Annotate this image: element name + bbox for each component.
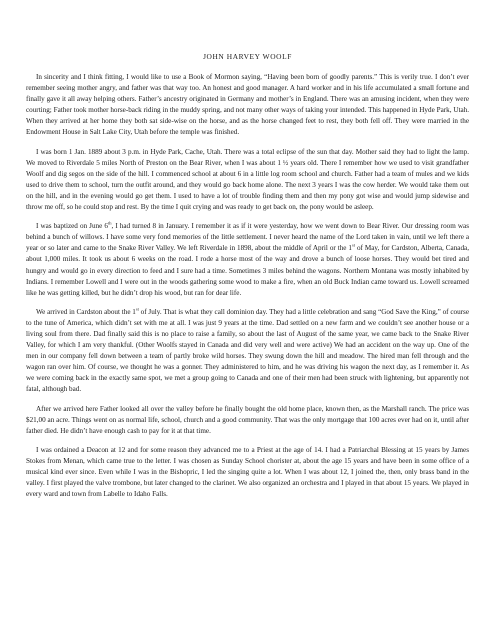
paragraph-text: In sincerity and I think fitting, I would like to use a Book of Mormon saying, “Having been born of goodly parents.” This is verily true. I don’t ever remember seeing mother angry, and father was that way too. An honest and good manager. A hard worker and in his life accumulated a small fortune and finally gave it all away helping others. Father’s ancestry originated in Germany and mother’s in England. There was an amusing incident, when they were courting; Father took mother horse-back riding in the muddy spring, and not many other ways of taking your intended. This happened in Hyde Park, Utah. When they arrived at her home they both sat side-wise on the horse, and as the horse changed feet to rest, they both fell off. They were married in the Endowment House in Salt Lake City, Utah before the temple was finished. (26, 73, 469, 137)
document-body (26, 72, 469, 500)
paragraph-text: After we arrived here Father looked all over the valley before he finally bought the old home place, known then, as the Marshall ranch. The price was $21,00 an acre. Things went on as normal life, school, church and a good community. That was the only mortgage that 100 acres ever had on it, until after father died. He didn’t have enough cash to pay for it at that time. (26, 404, 469, 435)
paragraph (26, 445, 469, 500)
paragraph (26, 72, 469, 139)
paragraph (26, 147, 469, 214)
paragraph-text: We arrived in Cardston about the 1 (36, 307, 136, 316)
paragraph-text: I was ordained a Deacon at 12 and for some reason they advanced me to a Priest at the age of 14. I had a Patriarchal Blessing at 15 years by James Stokes from Menan, which came true to the letter. I was chosen as Sunday School chorister at, about the age 15 years and have been in some office of a musical kind ever since. Even while I was in the Bishopric, I led the singing quite a lot. When I was about 12, I joined the, then, only brass band in the valley. I first played the valve trombone, but later changed to the clarinet. We also organized an orchestra and I played in that about 15 years. We played in every ward and town from Labelle to Idaho Falls. (26, 445, 469, 499)
paragraph-text: of May, for Cardston, Alberta, Canada, about 1,000 miles. It took us about 6 weeks on the road. I rode a horse most of the way and drove a bunch of loose horses. They would bet tired and hungry and would go in every direction to feed and I sure had a time. Sometimes 3 miles behind the wagons. Northern Montana was mostly inhabited by Indians. I remember Lowell and I were out in the woods gathering some wood to make a fire, when an old Buck Indian came toward us. Lowell screamed like he was getting killed, but he didn’t drop his wood, but ran for dear life. (26, 244, 469, 297)
document-title: JOHN HARVEY WOOLF (203, 52, 292, 61)
paragraph (26, 221, 469, 299)
paragraph (26, 307, 469, 396)
paragraph-text: , I had turned 8 in January. I remember it as if it were yesterday, how we went down to Bear River. Our dressing room was behind a bunch of willows. I have some very fond memories of the little settlement. I never heard the name of the Lord taken in vain, until we left there a year or so later and came to the Snake River Valley. We left Riverdale in 1898, about the middle of April or the 1 (26, 222, 469, 253)
paragraph-text: I was baptized on June 6 (36, 222, 108, 231)
ordinal-suffix: th (107, 220, 112, 226)
paragraph (26, 404, 469, 437)
ordinal-suffix: st (352, 242, 356, 248)
ordinal-suffix: st (135, 306, 139, 312)
paragraph-text: I was born 1 Jan. 1889 about 3 p.m. in Hyde Park, Cache, Utah. There was a total eclipse of the sun that day. Mother said they had to light the lamp. We moved to Riverdale 5 miles North of Preston on the Bear River, when I was about 1 ½ years old. There I remember how we used to visit grandfather Woolf and dig segos on the side of the hill. I commenced school at about 6 in a little log room school and church. Father had a team of mules and we kids used to drive them to school, turn the outfit around, and they would go back home alone. The next 3 years I was the cow herder. We would take them out on the hill, and in the evening would go get them. I used to have a lot of trouble finding them and then my pony got wise and would jump sidewise and throw me off, so he could stop and rest. By the time I quit crying and was ready to get back on, the pony would be asleep. (26, 147, 469, 212)
paragraph-text: of July. That is what they call dominion day. They had a little celebration and sang “God Save the King,” of course to the tune of America, which didn’t set with me at all. I was just 9 years at the time. Dad settled on a new farm and we couldn’t see another house or a living soul from there. Dad finally said this is no place to raise a family, so about the last of August of the same year, we came back to the Snake River Valley, for which I am very thankful. (Other Woolfs stayed in Canada and did very well and were active) We had an accident on the way up. One of the men in our company fell down between a team of partly broke wild horses. They swung down the hill and meadow. The hired man fell through and the wagon ran over him. Of course, we thought he was a gonner. They administered to him, and he was driving his wagon the next day, as I remember it. As we were coming back in the exactly same spot, we met a group going to Canada and one of their men had been struck with lightening, but apparently not fatal, although bad. (26, 307, 469, 394)
